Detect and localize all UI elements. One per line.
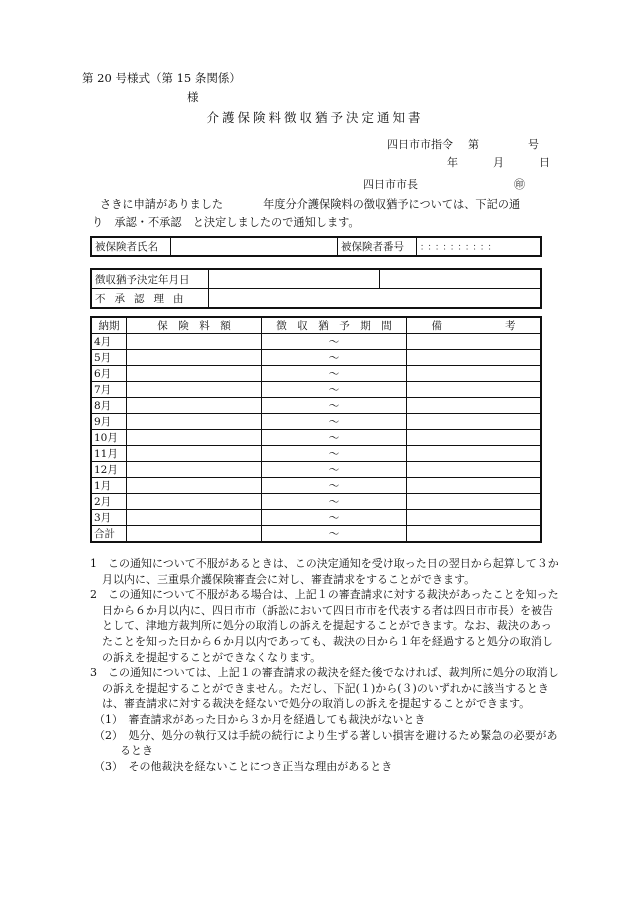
remarks-cell[interactable] <box>407 510 542 526</box>
note-3: 3 この通知については、上記１の審査請求の裁決を経た後でなければ、裁判所に処分の取消しの訴えを提起することができません。ただし、下記(１)から(３)のいずれかに該当するときは、審査請求に対する裁決を経ないで処分の取消しの訴えを提起することができます。 <box>90 666 559 711</box>
remarks-cell[interactable] <box>407 366 542 382</box>
period-cell: 10月 <box>91 430 127 446</box>
amount-cell[interactable] <box>127 446 262 462</box>
reference-number <box>387 136 539 152</box>
deferral-cell[interactable]: ～ <box>262 350 407 366</box>
deferral-cell[interactable]: ～ <box>262 366 407 382</box>
table-row <box>91 366 541 382</box>
period-cell: 2月 <box>91 494 127 510</box>
note-1: 1 この通知について不服があるときは、この決定通知を受け取った日の翌日から起算して３か月以内に、三重県介護保険審査会に対し、審査請求をすることができます。 <box>90 557 559 586</box>
period-cell: 9月 <box>91 414 127 430</box>
form-number: 第 20 号様式（第 15 条関係） <box>82 71 241 85</box>
deferral-cell[interactable]: ～ <box>262 334 407 350</box>
table-row <box>91 478 541 494</box>
deferral-cell[interactable]: ～ <box>262 430 407 446</box>
remarks-cell[interactable] <box>407 382 542 398</box>
table-row <box>91 462 541 478</box>
amount-cell[interactable] <box>127 366 262 382</box>
col-remarks: 備 考 <box>407 317 542 334</box>
deferral-cell[interactable]: ～ <box>262 382 407 398</box>
decision-date-field[interactable] <box>209 269 380 289</box>
remarks-cell[interactable] <box>407 414 542 430</box>
date-day: 日 <box>539 156 550 169</box>
remarks-cell[interactable] <box>407 334 542 350</box>
amount-cell[interactable] <box>127 414 262 430</box>
schedule-table <box>90 316 542 543</box>
table-row <box>91 382 541 398</box>
document-title: 介護保険料徴収猶予決定通知書 <box>206 110 424 125</box>
amount-cell[interactable] <box>127 350 262 366</box>
amount-cell[interactable] <box>127 478 262 494</box>
period-cell: 1月 <box>91 478 127 494</box>
deferral-cell[interactable]: ～ <box>262 494 407 510</box>
table-row <box>91 510 541 526</box>
col-deferral-period: 徴 収 猶 予 期 間 <box>262 317 407 334</box>
body-line-1a: さきに申請がありました <box>100 198 224 211</box>
remarks-cell[interactable] <box>407 494 542 510</box>
note-2: 2 この通知について不服がある場合は、上記１の審査請求に対する裁決があったことを知った日から６か月以内に、四日市市（訴訟において四日市市を代表する者は四日市市長）を被告として、津地方裁判所に処分の取消しの訴えを提起することができます。なお、裁決のあったことを知った日から６か月以内であっても、裁決の日から１年を経過すると処分の取消しの訴えを提起することができなくなります。 <box>90 588 559 664</box>
insured-name-label: 被保険者氏名 <box>91 237 171 256</box>
amount-cell[interactable] <box>127 398 262 414</box>
deferral-cell[interactable]: ～ <box>262 526 407 543</box>
rejection-reason-label: 不承認理由 <box>91 289 209 309</box>
table-row <box>91 398 541 414</box>
period-cell: 5月 <box>91 350 127 366</box>
body-line-1b: 年度分介護保険料の徴収猶予については、下記の通 <box>263 198 521 211</box>
amount-cell[interactable] <box>127 430 262 446</box>
schedule-header-row <box>91 317 541 334</box>
period-cell: 11月 <box>91 446 127 462</box>
deferral-cell[interactable]: ～ <box>262 462 407 478</box>
table-row <box>91 494 541 510</box>
insured-number-field[interactable]: ：：：：：：：：：： <box>417 237 542 256</box>
deferral-cell[interactable]: ～ <box>262 510 407 526</box>
insured-table <box>90 236 542 257</box>
decision-date-label: 徴収猶予決定年月日 <box>91 269 209 289</box>
amount-cell[interactable] <box>127 334 262 350</box>
deferral-cell[interactable]: ～ <box>262 446 407 462</box>
remarks-cell[interactable] <box>407 526 542 543</box>
body-line-1 <box>100 196 520 212</box>
amount-cell[interactable] <box>127 382 262 398</box>
table-row <box>91 526 541 543</box>
remarks-cell[interactable] <box>407 478 542 494</box>
period-cell: 7月 <box>91 382 127 398</box>
rejection-reason-field[interactable] <box>209 289 542 309</box>
insured-name-field[interactable] <box>171 237 338 256</box>
reference-dai: 第 <box>468 138 479 151</box>
col-period: 納期 <box>91 317 127 334</box>
remarks-cell[interactable] <box>407 462 542 478</box>
notes-section <box>90 556 560 774</box>
period-cell: 3月 <box>91 510 127 526</box>
note-3-sub-1: （1） 審査請求があった日から３か月を経過しても裁決がないとき <box>94 712 426 726</box>
table-row <box>91 350 541 366</box>
period-cell: 合計 <box>91 526 127 543</box>
remarks-cell[interactable] <box>407 398 542 414</box>
col-amount: 保 険 料 額 <box>127 317 262 334</box>
issuer: 四日市市長 <box>363 178 418 191</box>
remarks-cell[interactable] <box>407 446 542 462</box>
remarks-cell[interactable] <box>407 350 542 366</box>
deferral-cell[interactable]: ～ <box>262 478 407 494</box>
note-3-sub-3: （3） その他裁決を経ないことにつき正当な理由があるとき <box>94 759 393 773</box>
remarks-cell[interactable] <box>407 430 542 446</box>
date-month: 月 <box>493 156 504 169</box>
deferral-cell[interactable]: ～ <box>262 414 407 430</box>
body-line-2: り 承認・不承認 と決定しましたので通知します。 <box>92 216 360 229</box>
table-row <box>91 334 541 350</box>
amount-cell[interactable] <box>127 462 262 478</box>
reference-city: 四日市市指令 <box>387 138 453 151</box>
amount-cell[interactable] <box>127 494 262 510</box>
period-cell: 8月 <box>91 398 127 414</box>
issue-date <box>447 154 550 170</box>
decision-table <box>90 268 542 309</box>
period-cell: 12月 <box>91 462 127 478</box>
reference-go: 号 <box>528 138 539 151</box>
date-year: 年 <box>447 156 458 169</box>
table-row <box>91 446 541 462</box>
period-cell: 6月 <box>91 366 127 382</box>
table-row <box>91 414 541 430</box>
insured-number-label: 被保険者番号 <box>338 237 417 256</box>
addressee-suffix: 様 <box>187 90 199 104</box>
note-3-sub-2: （2） 処分、処分の執行又は手続の続行により生ずる著しい損害を避けるため緊急の必要があるとき <box>94 728 558 758</box>
deferral-cell[interactable]: ～ <box>262 398 407 414</box>
table-row <box>91 430 541 446</box>
seal-mark: ㊞ <box>514 178 525 191</box>
period-cell: 4月 <box>91 334 127 350</box>
amount-cell[interactable] <box>127 510 262 526</box>
amount-cell[interactable] <box>127 526 262 543</box>
